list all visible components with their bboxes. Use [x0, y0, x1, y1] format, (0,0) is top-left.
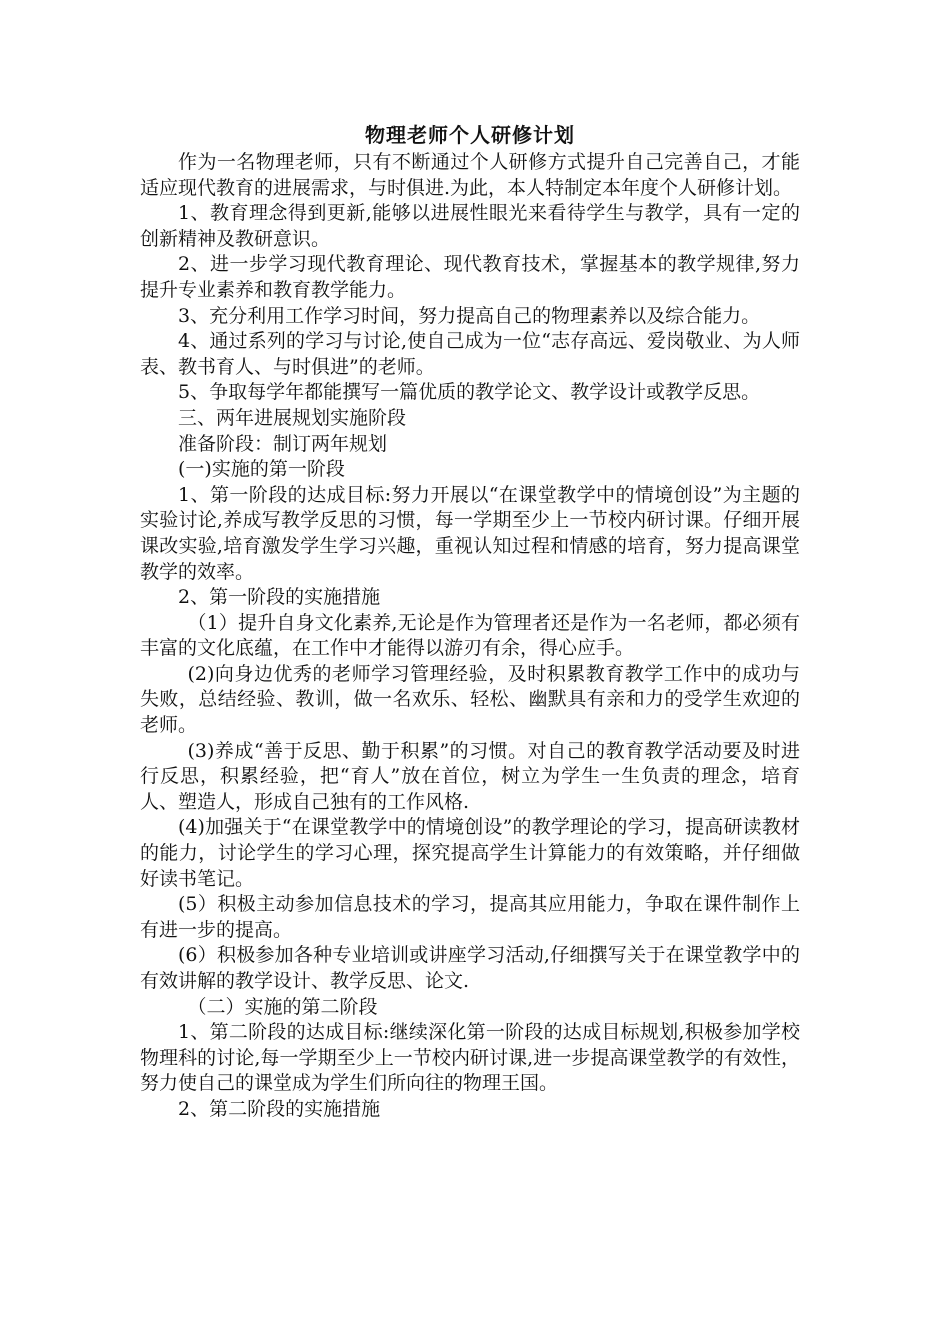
goal-2-paragraph: 2、进一步学习现代教育理论、现代教育技术，掌握基本的教学规律,努力提升专业素养和教育教学能力。 [140, 253, 800, 301]
stage-two-goal: 1、第二阶段的达成目标:继续深化第一阶段的达成目标规划,积极参加学校物理科的讨论,每一学期至少上一节校内研讨课,进一步提高课堂教学的有效性，努力使自己的课堂成为学生们所向往的物理王国。 [140, 1021, 800, 1095]
preparation-stage: 准备阶段：制订两年规划 [178, 432, 388, 455]
stage-one-heading: (一)实施的第一阶段 [178, 458, 345, 481]
goal-3-paragraph: 3、充分利用工作学习时间，努力提高自己的物理素养以及综合能力。 [178, 304, 761, 327]
stage-one-measures-heading: 2、第一阶段的实施措施 [178, 586, 381, 609]
measure-5-paragraph: (5）积极主动参加信息技术的学习，提高其应用能力，争取在课件制作上有进一步的提高。 [140, 893, 800, 941]
section-heading-three: 三、两年进展规划实施阶段 [178, 406, 407, 429]
goal-1-paragraph: 1、教育理念得到更新,能够以进展性眼光来看待学生与教学，具有一定的创新精神及教研意识。 [140, 202, 800, 250]
measure-4-paragraph: (4)加强关于“在课堂教学中的情境创设”的教学理论的学习，提高研读教材的能力，讨论学生的学习心理，探究提高学生计算能力的有效策略，并仔细做好读书笔记。 [140, 816, 800, 890]
goal-4-paragraph: 4、通过系列的学习与讨论,使自己成为一位“志存高远、爱岗敬业、为人师表、教书育人、与时俱进”的老师。 [140, 330, 800, 378]
stage-one-goal: 1、第一阶段的达成目标:努力开展以“在课堂教学中的情境创设”为主题的实验讨论,养成写教学反思的习惯，每一学期至少上一节校内研讨课。仔细开展课改实验,培育激发学生学习兴趣，重视认知过程和情感的培育，努力提高课堂教学的效率。 [140, 483, 800, 583]
document-page [140, 120, 800, 1123]
measure-3-paragraph: (3)养成“善于反思、勤于积累”的习惯。对自己的教育教学活动要及时进行反思，积累经验，把“育人”放在首位，树立为学生一生负责的理念，培育人、塑造人，形成自己独有的工作风格. [140, 739, 800, 813]
intro-paragraph: 作为一名物理老师，只有不断通过个人研修方式提升自己完善自己，才能适应现代教育的进展需求，与时俱进.为此，本人特制定本年度个人研修计划。 [140, 151, 800, 199]
stage-two-heading: （二）实施的第二阶段 [187, 995, 378, 1018]
measure-6-paragraph: (6）积极参加各种专业培训或讲座学习活动,仔细撰写关于在课堂教学中的有效讲解的教学设计、教学反思、论文. [140, 944, 800, 992]
goal-5-paragraph: 5、争取每学年都能撰写一篇优质的教学论文、教学设计或教学反思。 [178, 381, 761, 404]
measure-2-paragraph: (2)向身边优秀的老师学习管理经验，及时积累教育教学工作中的成功与失败，总结经验、教训，做一名欢乐、轻松、幽默具有亲和力的受学生欢迎的老师。 [140, 662, 800, 737]
document-title: 物理老师个人研修计划 [365, 123, 575, 147]
measure-1-paragraph: （1）提升自身文化素养,无论是作为管理者还是作为一名老师，都必须有丰富的文化底蕴，在工作中才能得以游刃有余，得心应手。 [140, 611, 800, 660]
stage-two-measures-heading: 2、第二阶段的实施措施 [178, 1097, 381, 1120]
